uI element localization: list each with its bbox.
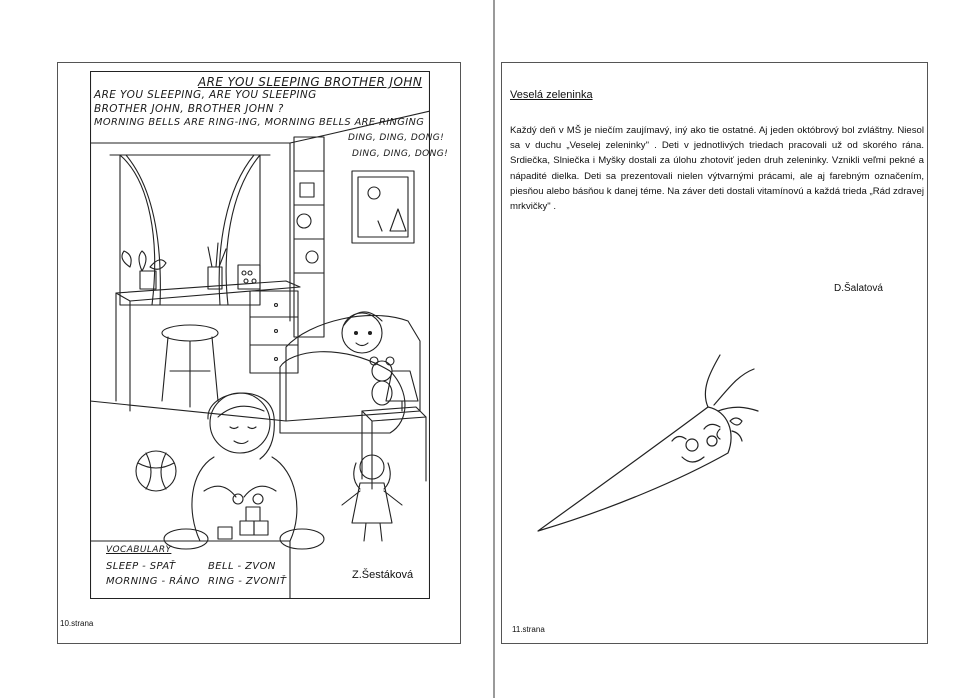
article-title: Veselá zeleninka [510,89,593,101]
left-page [57,62,461,644]
right-page [501,62,928,644]
carrot-drawing [532,349,762,539]
illustrator-signature: Z.Šestáková [352,569,414,581]
vocabulary-pair: SLEEP - SPAŤ [106,561,176,572]
book-gutter [493,0,495,698]
vocabulary-pair: BELL - ZVON [208,561,276,572]
vocabulary-pair: MORNING - RÁNO [106,576,200,587]
article-author: D.Šalatová [834,283,883,294]
song-ding-line: DING, DING, DONG! [348,133,445,143]
song-lyric-line: ARE YOU SLEEPING, ARE YOU SLEEPING [94,89,317,101]
song-lyric-line: BROTHER JOHN, BROTHER JOHN ? [94,103,284,115]
page-number-left: 10.strana [60,619,94,628]
article-body: Každý deň v MŠ je niečím zaujímavý, iný ako tie ostatné. Aj jeden októbrový bol zvláštny. Niesol sa v duchu „Veselej zeleninky" . Deti v jednotlivých triedach pracovali už od skorého rána. Srdiečka, Slniečka i Myšky dostali za úlohu zhotoviť jeden druh zeleninky. Vznikli veľmi pekné a nápadité dielka. Deti sa prezentovali nielen výtvarnými prácami, ale aj farebným označením, piesňou alebo básňou k danej téme. Na záver deti dostali vitamínovú a každá trieda „Rád zdravej mrkvičky" . [510,125,924,213]
vocabulary-title: VOCABULARY [106,545,172,555]
song-ding-line: DING, DING, DONG! [352,149,449,159]
vocabulary-pair: RING - ZVONIŤ [208,576,287,587]
page-number-right: 11.strana [512,625,545,634]
coloring-page-frame [90,71,449,599]
song-lyric-line: MORNING BELLS ARE RING-ING, MORNING BELLS ARE RINGING [94,117,425,128]
song-title: ARE YOU SLEEPING BROTHER JOHN [198,75,423,89]
